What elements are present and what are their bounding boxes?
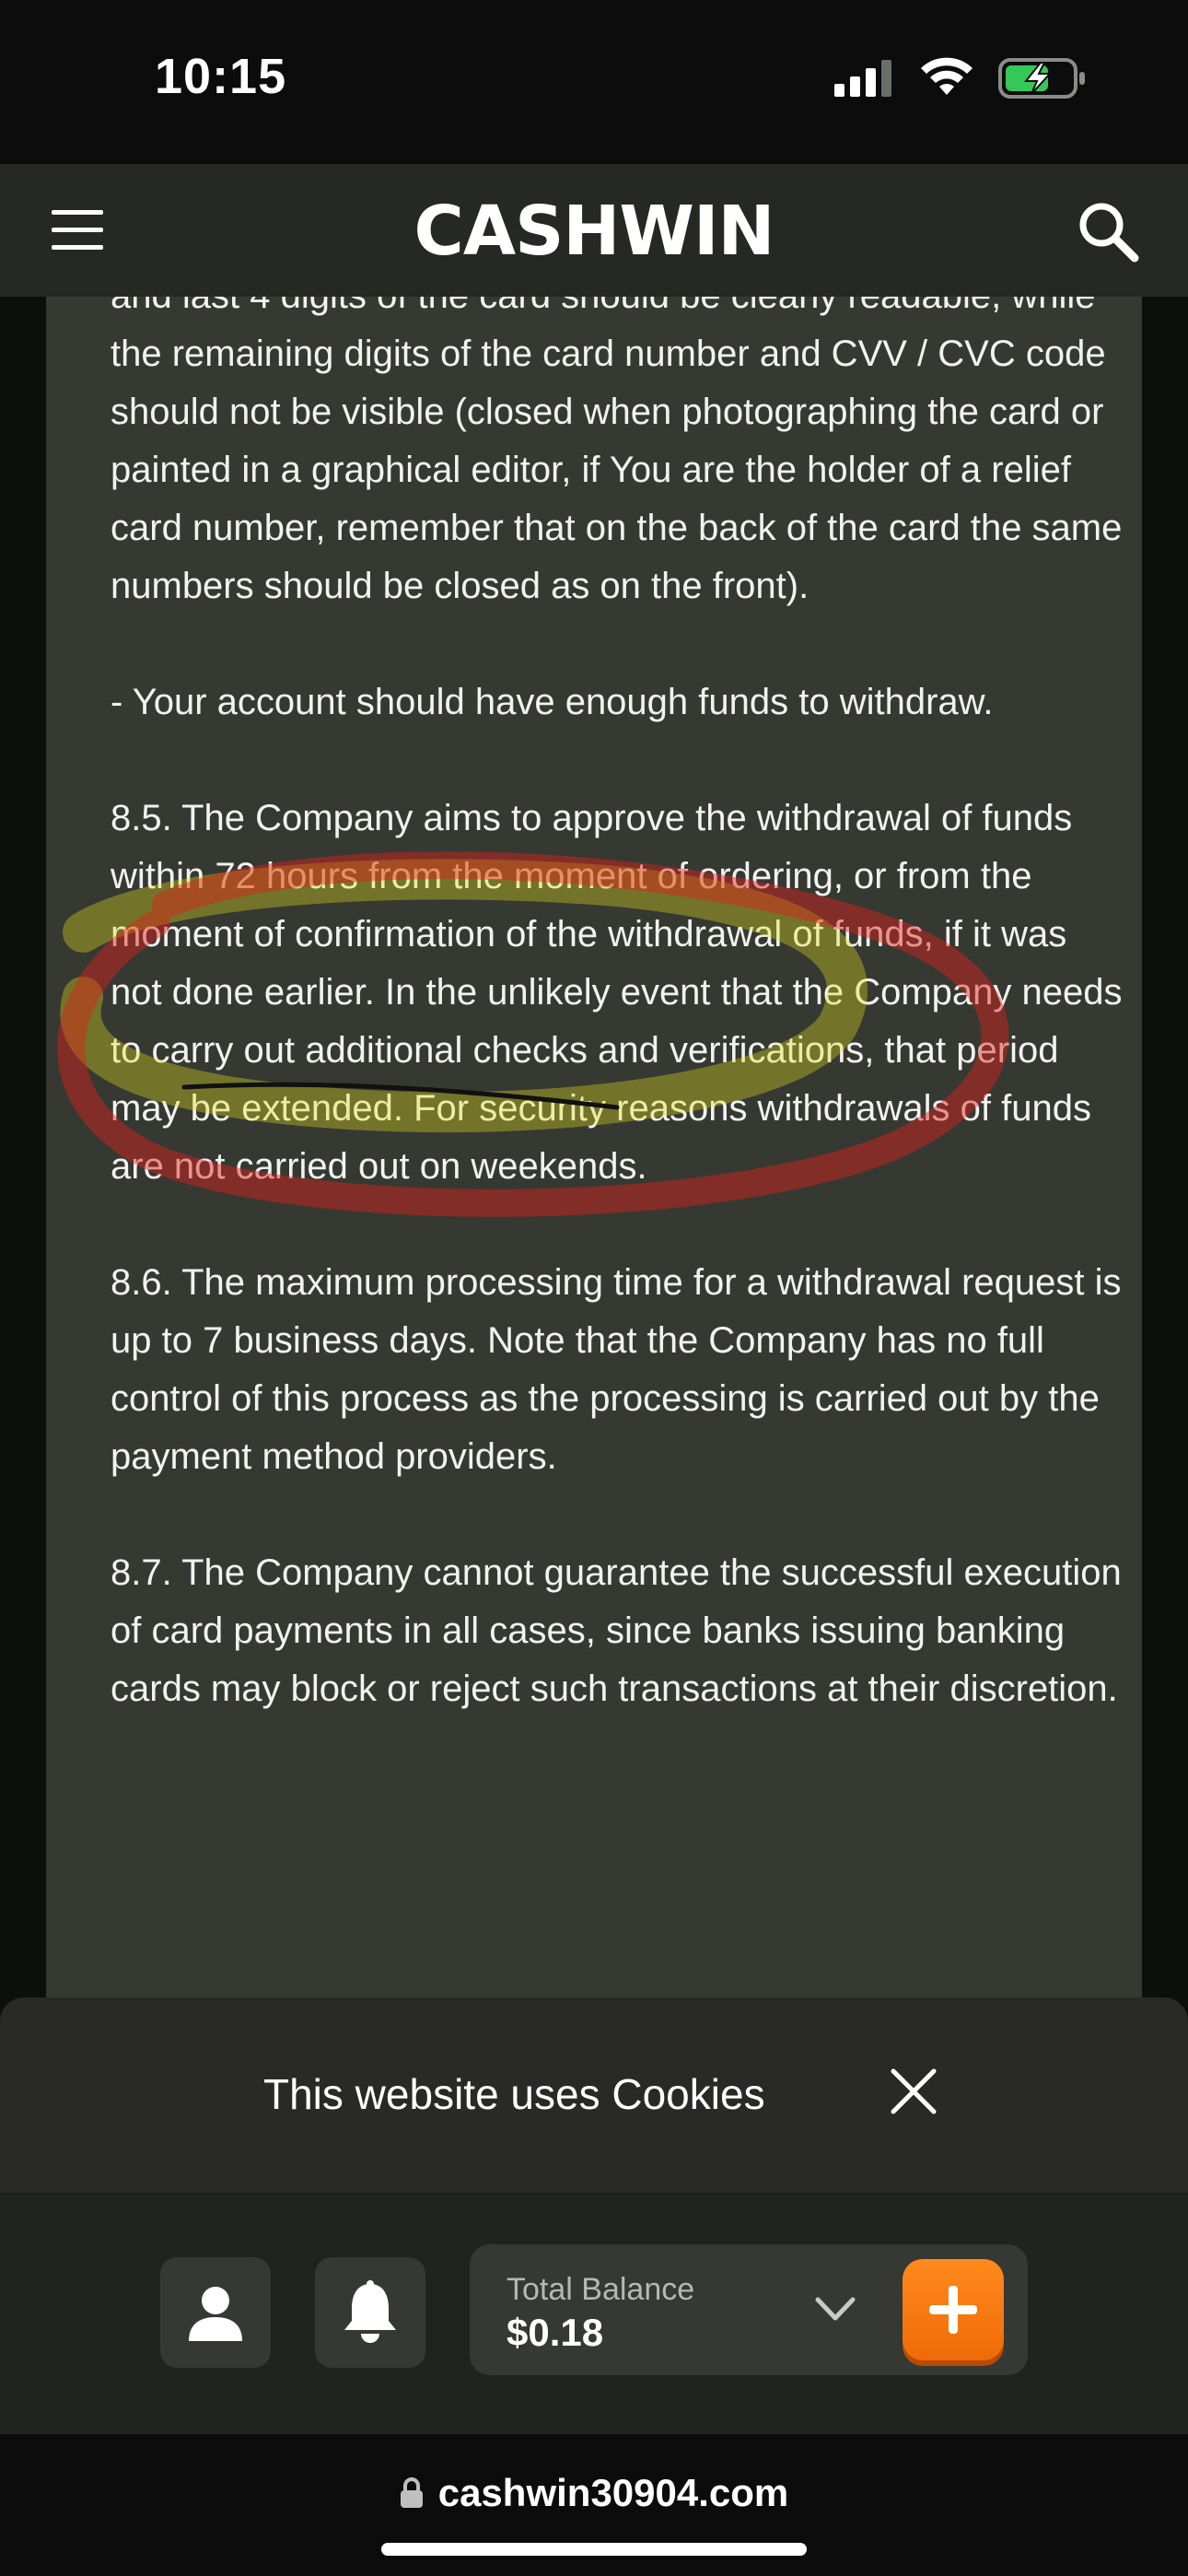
search-icon[interactable]	[1076, 199, 1140, 263]
url-text[interactable]: cashwin30904.com	[437, 2471, 789, 2514]
balance-widget[interactable]	[470, 2244, 1028, 2375]
terms-text	[111, 267, 1124, 1776]
terms-paragraph-card-requirements: the remaining digits of the card number and CVV / CVC code should not be visible (closed when photographing the card or painted in a graphical editor, if You are the holder of a relief card number, remember that on the back of the card the same numbers should be closed as on the front).	[111, 334, 1123, 606]
plus-icon	[926, 2282, 981, 2337]
cellular-signal-icon	[834, 60, 895, 97]
balance-label: Total Balance	[507, 2272, 695, 2307]
terms-content-panel	[46, 297, 1142, 2001]
lock-icon	[400, 2477, 424, 2509]
terms-paragraph-8-6: 8.6. The maximum processing time for a withdrawal request is up to 7 business days. Note that the Company has no full control of this process as the processing is carried out by the payment method providers.	[111, 1262, 1122, 1477]
brand-logo[interactable]: CASHWIN	[413, 192, 775, 271]
bell-icon	[341, 2280, 400, 2345]
battery-charging-icon	[998, 57, 1087, 100]
cookie-banner	[0, 1997, 1188, 2193]
url-row[interactable]	[0, 2471, 1188, 2515]
terms-paragraph-8-7: 8.7. The Company cannot guarantee the successful execution of card payments in all cases, since banks issuing banking cards may block or reject such transactions at their discretion.	[111, 1552, 1122, 1709]
notifications-button[interactable]	[315, 2257, 425, 2368]
status-bar	[0, 0, 1188, 164]
deposit-button[interactable]	[903, 2259, 1004, 2360]
cookie-message: This website uses Cookies	[263, 2070, 765, 2118]
balance-amount: $0.18	[507, 2311, 604, 2354]
terms-paragraph-8-5: 8.5. The Company aims to approve the withdrawal of funds within 72 hours from the moment of ordering, or from the moment of confirmation of the withdrawal of funds, if it was not done earlier. In the unlikely event that the Company needs to carry out additional checks and verifications, that period may be extended. For security reasons withdrawals of funds are not carried out on weekends.	[111, 798, 1123, 1187]
terms-paragraph-funds: - Your account should have enough funds to withdraw.	[111, 682, 994, 722]
close-icon[interactable]	[888, 2066, 939, 2117]
user-icon	[185, 2282, 246, 2343]
status-time: 10:15	[155, 49, 287, 104]
chevron-down-icon[interactable]	[812, 2290, 858, 2327]
bottom-bar	[0, 2193, 1188, 2434]
status-icons	[834, 57, 1087, 100]
browser-url-bar	[0, 2434, 1188, 2576]
wifi-icon	[919, 58, 974, 99]
home-indicator[interactable]	[381, 2543, 807, 2556]
app-header	[0, 164, 1188, 297]
profile-button[interactable]	[160, 2257, 271, 2368]
